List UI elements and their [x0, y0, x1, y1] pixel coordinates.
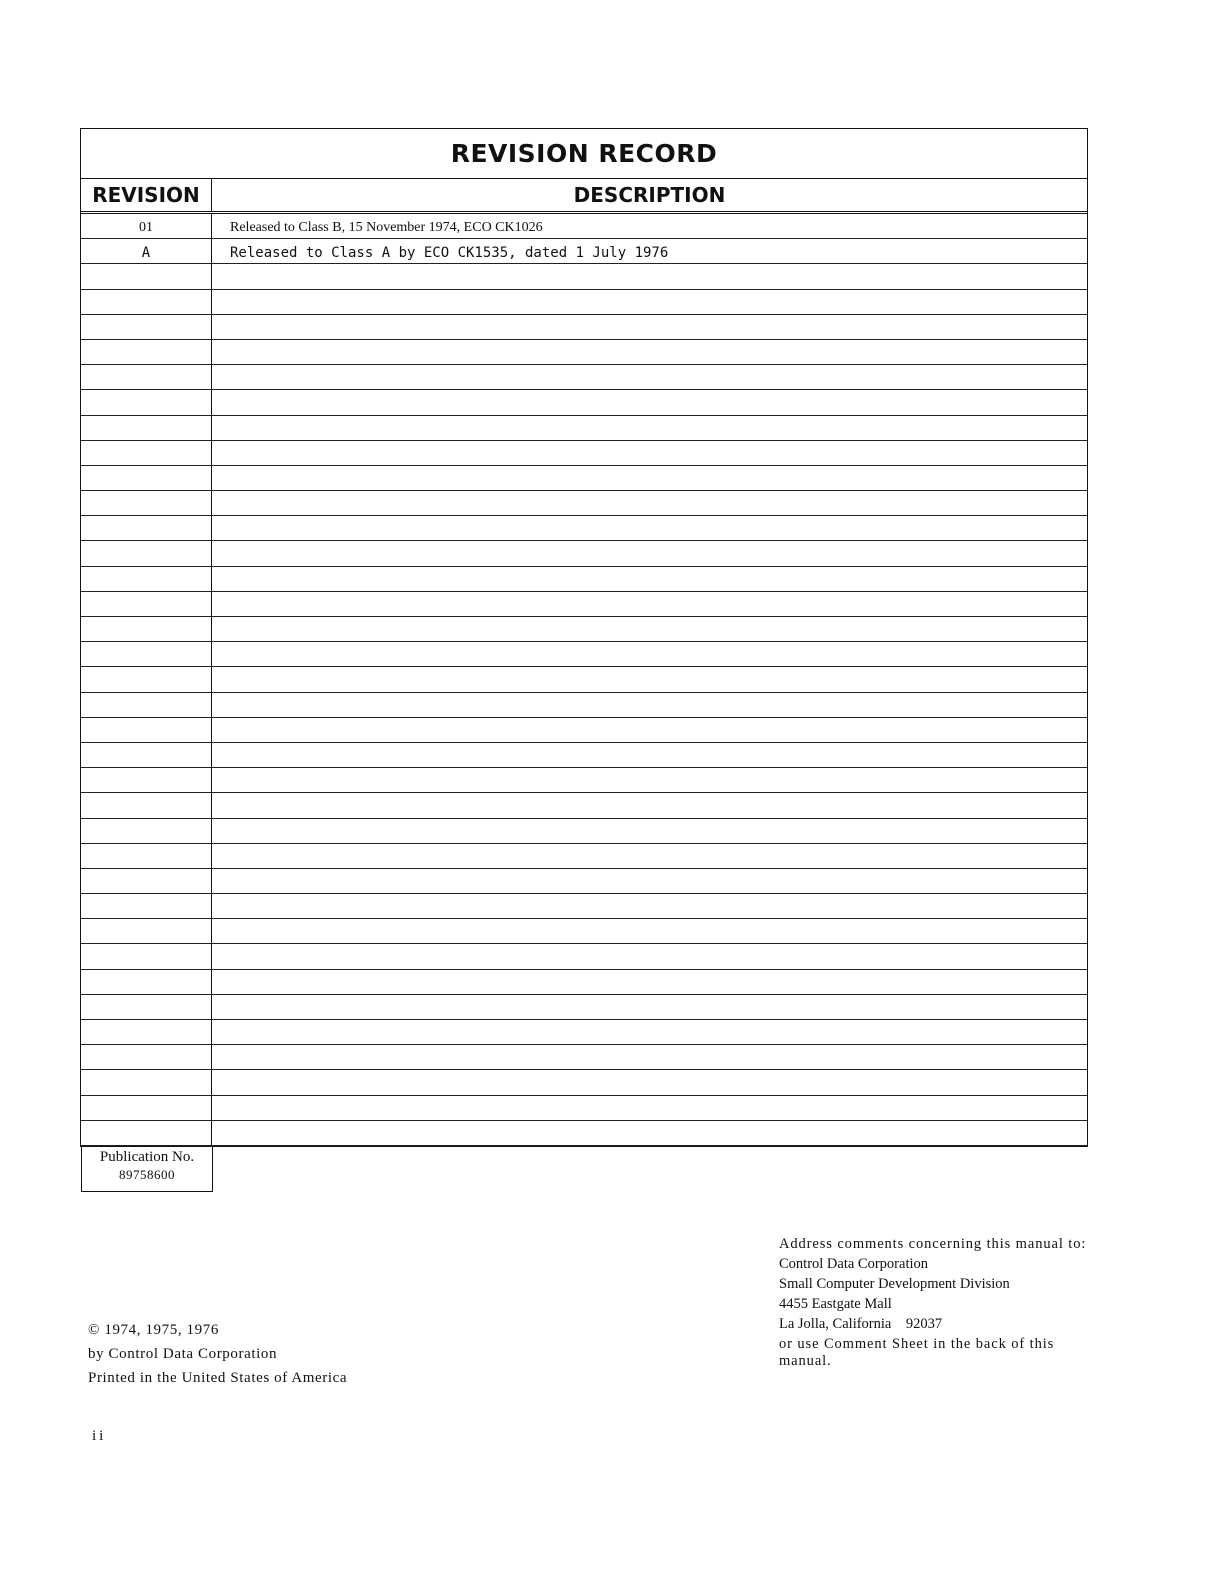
revision-cell	[81, 264, 212, 288]
description-cell	[212, 617, 1087, 641]
table-row	[81, 214, 1087, 239]
description-cell	[212, 919, 1087, 943]
publication-label: Publication No.	[99, 1149, 195, 1165]
table-row	[81, 642, 1087, 667]
table-row	[81, 894, 1087, 919]
column-header-revision: REVISION	[81, 179, 212, 211]
revision-cell	[81, 617, 212, 641]
description-cell	[212, 340, 1087, 364]
table-header-row	[81, 179, 1087, 214]
revision-cell: A	[81, 239, 212, 263]
revision-cell	[81, 1045, 212, 1069]
address-company: Control Data Corporation	[779, 1256, 929, 1272]
revision-cell	[81, 919, 212, 943]
revision-cell	[81, 541, 212, 565]
table-row	[81, 793, 1087, 818]
revision-cell: 01	[81, 214, 212, 238]
table-row	[81, 592, 1087, 617]
table-row	[81, 239, 1087, 264]
publication-number-box	[81, 1146, 213, 1192]
description-cell	[212, 516, 1087, 540]
table-row	[81, 541, 1087, 566]
revision-cell	[81, 516, 212, 540]
revision-cell	[81, 844, 212, 868]
address-block	[779, 1236, 1099, 1370]
description-cell	[212, 1045, 1087, 1069]
copyright-years: © 1974, 1975, 1976	[88, 1322, 219, 1338]
description-cell	[212, 441, 1087, 465]
description-cell	[212, 466, 1087, 490]
revision-cell	[81, 491, 212, 515]
address-city-line	[779, 1316, 1099, 1333]
table-row	[81, 290, 1087, 315]
page-number: ii	[92, 1428, 107, 1444]
description-cell	[212, 416, 1087, 440]
revision-cell	[81, 793, 212, 817]
description-cell	[212, 390, 1087, 414]
table-row	[81, 1096, 1087, 1121]
description-cell	[212, 642, 1087, 666]
description-cell	[212, 970, 1087, 994]
description-cell	[212, 1121, 1087, 1145]
description-cell	[212, 491, 1087, 515]
revision-cell	[81, 642, 212, 666]
revision-cell	[81, 1096, 212, 1120]
table-row	[81, 970, 1087, 995]
table-row	[81, 844, 1087, 869]
address-street: 4455 Eastgate Mall	[779, 1296, 892, 1312]
description-cell	[212, 1070, 1087, 1094]
revision-cell	[81, 290, 212, 314]
description-cell	[212, 793, 1087, 817]
description-cell: Released to Class B, 15 November 1974, ECO CK1026	[230, 220, 543, 236]
description-cell	[212, 869, 1087, 893]
revision-cell	[81, 592, 212, 616]
table-row	[81, 944, 1087, 969]
blank-rows	[81, 264, 1087, 1146]
table-row	[81, 1070, 1087, 1095]
revision-cell	[81, 390, 212, 414]
description-cell	[212, 894, 1087, 918]
revision-cell	[81, 441, 212, 465]
revision-cell	[81, 416, 212, 440]
revision-cell	[81, 315, 212, 339]
table-title: REVISION RECORD	[81, 129, 1087, 179]
description-cell	[212, 290, 1087, 314]
description-cell	[212, 844, 1087, 868]
description-cell	[212, 541, 1087, 565]
address-alternative: or use Comment Sheet in the back of this manual.	[779, 1336, 1055, 1369]
publication-number: 89758600	[119, 1167, 175, 1182]
table-body	[81, 214, 1087, 1146]
revision-cell	[81, 970, 212, 994]
table-row	[81, 466, 1087, 491]
description-cell	[212, 592, 1087, 616]
revision-record-table	[80, 128, 1088, 1147]
revision-cell	[81, 894, 212, 918]
table-row	[81, 264, 1087, 289]
table-row	[81, 567, 1087, 592]
revision-cell	[81, 995, 212, 1019]
address-city: La Jolla, California	[779, 1316, 892, 1332]
address-intro: Address comments concerning this manual to:	[779, 1236, 1087, 1252]
description-cell	[212, 768, 1087, 792]
table-row	[81, 416, 1087, 441]
address-division: Small Computer Development Division	[779, 1276, 1010, 1292]
revision-cell	[81, 1070, 212, 1094]
table-row	[81, 1020, 1087, 1045]
table-row	[81, 1121, 1087, 1146]
table-row	[81, 693, 1087, 718]
revision-cell	[81, 693, 212, 717]
table-row	[81, 718, 1087, 743]
description-cell	[212, 819, 1087, 843]
revision-cell	[81, 365, 212, 389]
table-row	[81, 491, 1087, 516]
table-row	[81, 743, 1087, 768]
description-cell	[212, 718, 1087, 742]
revision-cell	[81, 743, 212, 767]
table-row	[81, 516, 1087, 541]
copyright-block	[88, 1318, 347, 1390]
revision-cell	[81, 340, 212, 364]
description-cell	[212, 1096, 1087, 1120]
table-row	[81, 390, 1087, 415]
revision-cell	[81, 567, 212, 591]
table-row	[81, 869, 1087, 894]
description-cell	[212, 567, 1087, 591]
description-cell: Released to Class A by ECO CK1535, dated 1 July 1976	[230, 245, 669, 262]
revision-cell	[81, 667, 212, 691]
table-row	[81, 365, 1087, 390]
table-row	[81, 995, 1087, 1020]
revision-cell	[81, 944, 212, 968]
table-row	[81, 617, 1087, 642]
printed-in: Printed in the United States of America	[88, 1370, 348, 1386]
table-row	[81, 1045, 1087, 1070]
table-row	[81, 768, 1087, 793]
table-row	[81, 441, 1087, 466]
address-zip: 92037	[905, 1316, 943, 1332]
description-cell	[212, 1020, 1087, 1044]
table-row	[81, 919, 1087, 944]
copyright-owner: by Control Data Corporation	[88, 1346, 278, 1362]
revision-cell	[81, 718, 212, 742]
description-cell	[212, 315, 1087, 339]
description-cell	[212, 743, 1087, 767]
revision-cell	[81, 819, 212, 843]
revision-cell	[81, 869, 212, 893]
revision-cell	[81, 466, 212, 490]
description-cell	[212, 995, 1087, 1019]
table-row	[81, 819, 1087, 844]
description-cell	[212, 944, 1087, 968]
revision-cell	[81, 1020, 212, 1044]
table-row	[81, 340, 1087, 365]
revision-cell	[81, 1121, 212, 1145]
description-cell	[212, 365, 1087, 389]
table-row	[81, 315, 1087, 340]
revision-cell	[81, 768, 212, 792]
description-cell	[212, 264, 1087, 288]
column-header-description: DESCRIPTION	[573, 183, 726, 207]
description-cell	[212, 693, 1087, 717]
table-row	[81, 667, 1087, 692]
description-cell	[212, 667, 1087, 691]
